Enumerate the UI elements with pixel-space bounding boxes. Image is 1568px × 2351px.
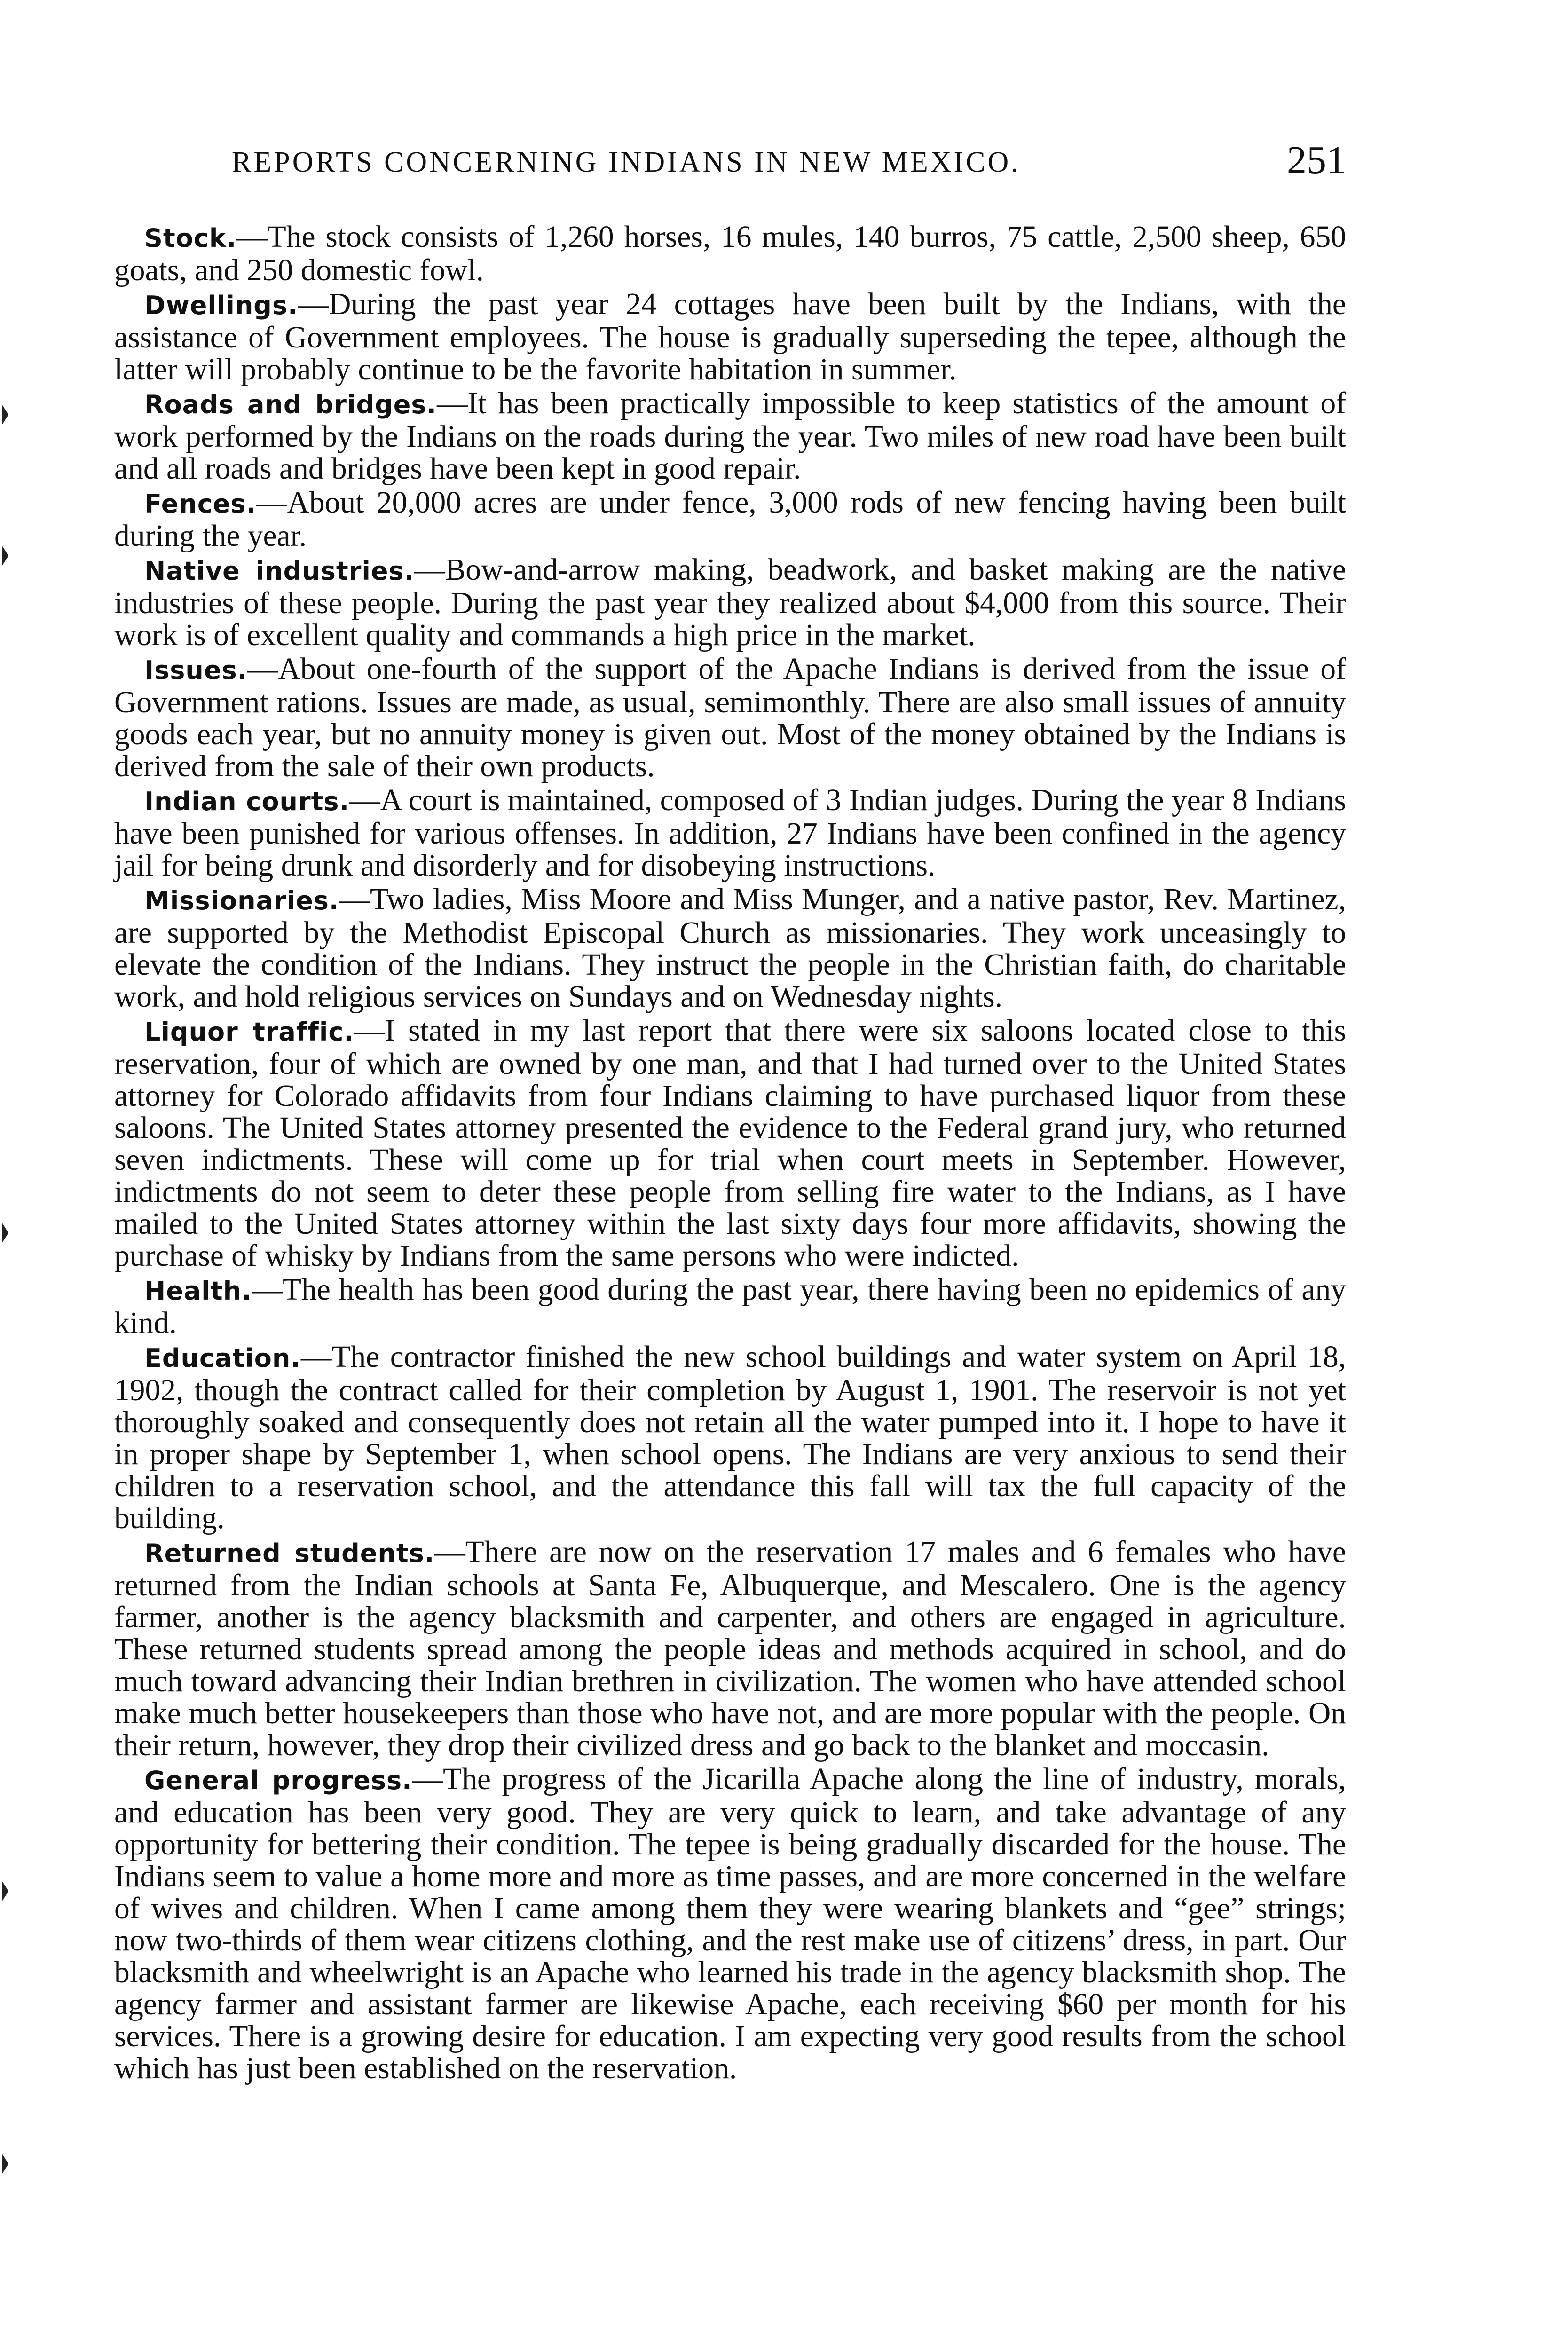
paragraph-returned-students — [114, 1536, 1346, 1761]
page-header — [114, 137, 1346, 189]
paragraph-stock — [114, 221, 1346, 286]
paragraph-native-industries — [114, 554, 1346, 651]
paragraph-text: —Bow-and-arrow making, beadwork, and basket making are the native industries of these people. During the past year they realized about $4,000 from this source. Their work is of excellent quality and commands a high price in the market. — [114, 553, 1346, 652]
margin-mark — [2, 1223, 8, 1243]
heading-dwellings: Dwellings. — [144, 291, 298, 320]
running-title: REPORTS CONCERNING INDIANS IN NEW MEXICO. — [232, 146, 1021, 178]
paragraph-text: —A court is maintained, composed of 3 Indian judges. During the year 8 Indians have been punished for various offenses. In addition, 27 Indians have been confined in the agency jail for being drunk and disorderly and for disobeying instructions. — [114, 783, 1346, 883]
heading-fences: Fences. — [144, 489, 257, 519]
margin-mark — [2, 404, 8, 425]
paragraph-liquor-traffic — [114, 1015, 1346, 1272]
heading-general-progress: General progress. — [144, 1766, 412, 1795]
paragraph-text: —The health has been good during the past year, there having been no epidemics of any kind. — [114, 1273, 1346, 1340]
margin-mark — [2, 2154, 8, 2174]
paragraph-health — [114, 1274, 1346, 1339]
heading-indian-courts: Indian courts. — [144, 787, 350, 816]
paragraph-text: —The stock consists of 1,260 horses, 16 mules, 140 burros, 75 cattle, 2,500 sheep, 650 goats, and 250 domestic fowl. — [114, 220, 1346, 287]
paragraph-missionaries — [114, 884, 1346, 1013]
paragraph-text: —During the past year 24 cottages have been built by the Indians, with the assistance of Government employees. The house is gradually superseding the tepee, although the latter will probably continue to be the favorite habitation in summer. — [114, 287, 1346, 387]
paragraph-text: —About one-fourth of the support of the Apache Indians is derived from the issue of Government rations. Issues are made, as usual, semimonthly. There are also small issues of annuity goods each year, but no annuity money is given out. Most of the money obtained by the Indians is derived from the sale of their own products. — [114, 652, 1346, 783]
paragraph-indian-courts — [114, 784, 1346, 882]
paragraph-roads-and-bridges — [114, 387, 1346, 485]
paragraph-text: —About 20,000 acres are under fence, 3,000 rods of new fencing having been built during the year. — [114, 486, 1346, 553]
paragraph-issues — [114, 653, 1346, 782]
paragraph-dwellings — [114, 288, 1346, 386]
paragraph-fences — [114, 487, 1346, 552]
paragraph-text: —Two ladies, Miss Moore and Miss Munger, and a native pastor, Rev. Martinez, are supported by the Methodist Episcopal Church as missionaries. They work unceasingly to elevate the condition of the Indians. They instruct the people in the Christian faith, do charitable work, and hold religious services on Sundays and on Wednesday nights. — [114, 883, 1346, 1014]
heading-stock: Stock. — [144, 223, 237, 253]
heading-returned-students: Returned students. — [144, 1538, 435, 1568]
margin-mark — [2, 545, 8, 566]
heading-issues: Issues. — [144, 655, 248, 685]
heading-health: Health. — [144, 1276, 252, 1306]
heading-liquor-traffic: Liquor traffic. — [144, 1017, 354, 1047]
paragraph-text: —The contractor finished the new school buildings and water system on April 18, 1902, though the contract called for their completion by August 1, 1901. The reservoir is not yet thoroughly soaked and consequently does not retain all the water pumped into it. I hope to have it in proper shape by September 1, when school opens. The Indians are very anxious to send their children to a reservation school, and the attendance this fall will tax the full capacity of the building. — [114, 1340, 1346, 1535]
margin-mark — [2, 1881, 8, 1901]
paragraph-text: —The progress of the Jicarilla Apache along the line of industry, morals, and education has been very good. They are very quick to learn, and take advantage of any opportunity for bettering their condition. The tepee is being gradually discarded for the house. The Indians seem to value a home more and more as time passes, and are more concerned in the welfare of wives and children. When I came among them they were wearing blankets and “gee” strings; now two-thirds of them wear citizens clothing, and the rest make use of citizens’ dress, in part. Our blacksmith and wheelwright is an Apache who learned his trade in the agency blacksmith shop. The agency farmer and assistant farmer are likewise Apache, each receiving $60 per month for his services. There is a growing desire for education. I am expecting very good results from the school which has just been established on the reservation. — [114, 1762, 1346, 2085]
paragraph-text: —There are now on the reservation 17 males and 6 females who have returned from the Indian schools at Santa Fe, Albuquerque, and Mescalero. One is the agency farmer, another is the agency blacksmith and carpenter, and others are engaged in agriculture. These returned students spread among the people ideas and methods acquired in school, and do much toward advancing their Indian brethren in civilization. The women who have attended school make much better housekeepers than those who have not, and are more popular with the people. On their return, however, they drop their civilized dress and go back to the blanket and moccasin. — [114, 1535, 1347, 1762]
heading-missionaries: Missionaries. — [144, 886, 339, 915]
report-body — [114, 221, 1346, 2084]
heading-native-industries: Native industries. — [144, 556, 415, 586]
heading-education: Education. — [144, 1343, 301, 1373]
page-number: 251 — [1287, 138, 1346, 182]
paragraph-text: —I stated in my last report that there were six saloons located close to this reservation, four of which are owned by one man, and that I had turned over to the United States attorney for Colorado affidavits from four Indians claiming to have purchased liquor from these saloons. The United States attorney presented the evidence to the Federal grand jury, who returned seven indictments. These will come up for trial when court meets in September. However, indictments do not seem to deter these people from selling fire water to the Indians, as I have mailed to the United States attorney within the last sixty days four more affidavits, showing the purchase of whisky by Indians from the same persons who were indicted. — [114, 1014, 1346, 1273]
paragraph-education — [114, 1341, 1346, 1534]
paragraph-text: —It has been practically impossible to keep statistics of the amount of work performed by the Indians on the roads during the year. Two miles of new road have been built and all roads and bridges have been kept in good repair. — [114, 387, 1347, 486]
paragraph-general-progress — [114, 1763, 1346, 2084]
heading-roads-and-bridges: Roads and bridges. — [144, 390, 437, 419]
